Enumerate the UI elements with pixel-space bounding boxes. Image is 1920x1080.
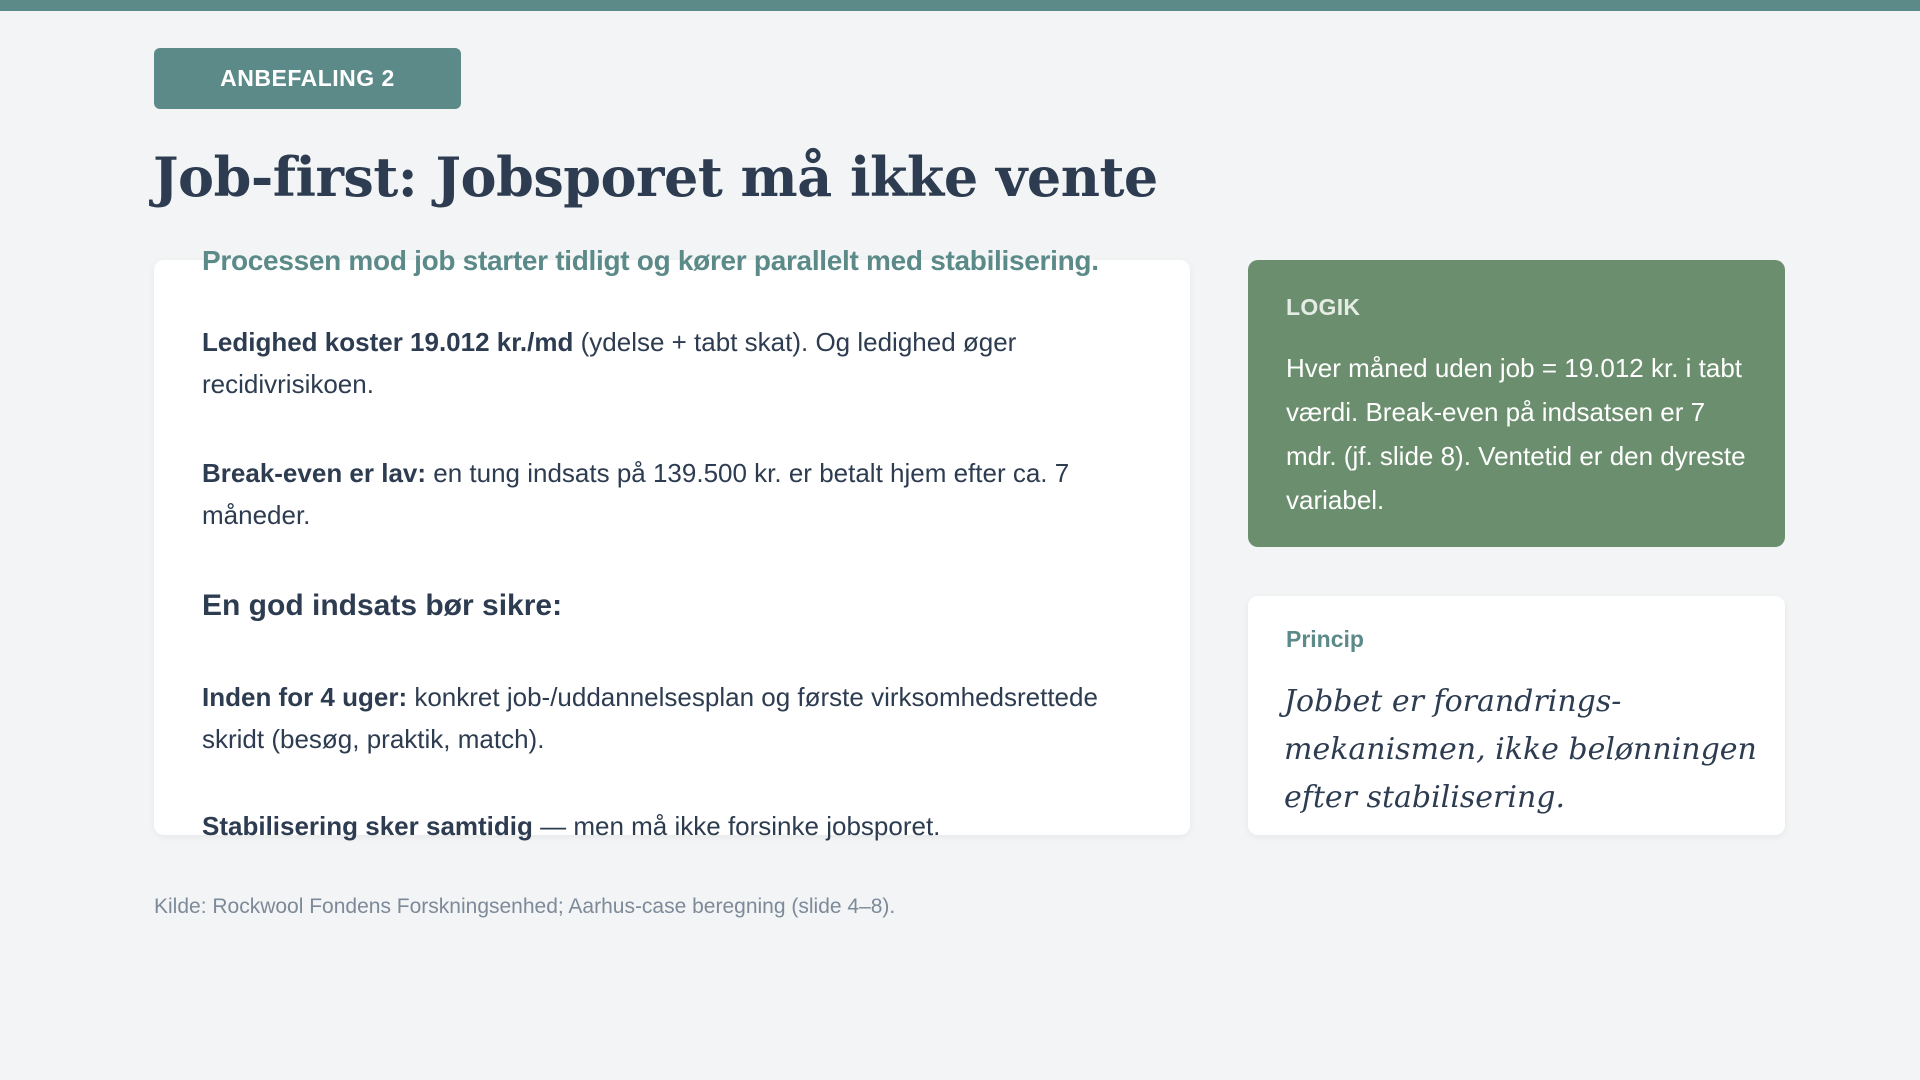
main-content — [202, 243, 1162, 847]
paragraph-bold-lead: Ledighed koster 19.012 kr./md — [202, 327, 574, 357]
paragraph-text: (ydelse + tabt skat). Og ledighed øger recidivrisikoen. — [202, 327, 1017, 399]
paragraph-break-even — [202, 452, 1162, 536]
paragraph-text: konkret job-/uddannelsesplan og første virksomhedsrettede skridt (besøg, praktik, match). — [202, 682, 1098, 754]
badge-label: ANBEFALING 2 — [220, 65, 395, 91]
paragraph-text: — men må ikke forsinke jobsporet. — [532, 811, 941, 841]
princip-quote: Jobbet er forandrings-mekanismen, ikke belønningen efter stabilisering. — [1284, 684, 1757, 815]
source-note: Kilde: Rockwool Fondens Forskningsenhed; Aarhus-case beregning (slide 4–8). — [154, 895, 896, 918]
paragraph-four-weeks — [202, 676, 1162, 760]
page-title: Job-first: Jobsporet må ikke vente — [153, 145, 1158, 209]
top-accent-bar — [0, 0, 1920, 11]
paragraph-bold-lead: Inden for 4 uger: — [202, 682, 408, 712]
recommendation-badge — [154, 48, 461, 109]
princip-label: Princip — [1286, 626, 1364, 652]
paragraph-stabilisation — [202, 805, 1162, 847]
princip-card — [1248, 596, 1785, 835]
paragraph-unemployment-cost — [202, 321, 1162, 405]
section-heading: En god indsats bør sikre: — [202, 589, 563, 622]
paragraph-text: en tung indsats på 139.500 kr. er betalt hjem efter ca. 7 måneder. — [202, 458, 1070, 530]
paragraph-bold-lead: Stabilisering sker samtidig — [202, 811, 533, 841]
logik-text: Hver måned uden job = 19.012 kr. i tabt værdi. Break-even på indsatsen er 7 mdr. (jf. slide 8). Ventetid er den dyreste variabel. — [1286, 353, 1746, 515]
logik-card — [1248, 260, 1785, 547]
logik-label: LOGIK — [1286, 294, 1361, 320]
paragraph-bold-lead: Break-even er lav: — [202, 458, 427, 488]
main-subtitle: Processen mod job starter tidligt og kører parallelt med stabilisering. — [202, 245, 1099, 276]
